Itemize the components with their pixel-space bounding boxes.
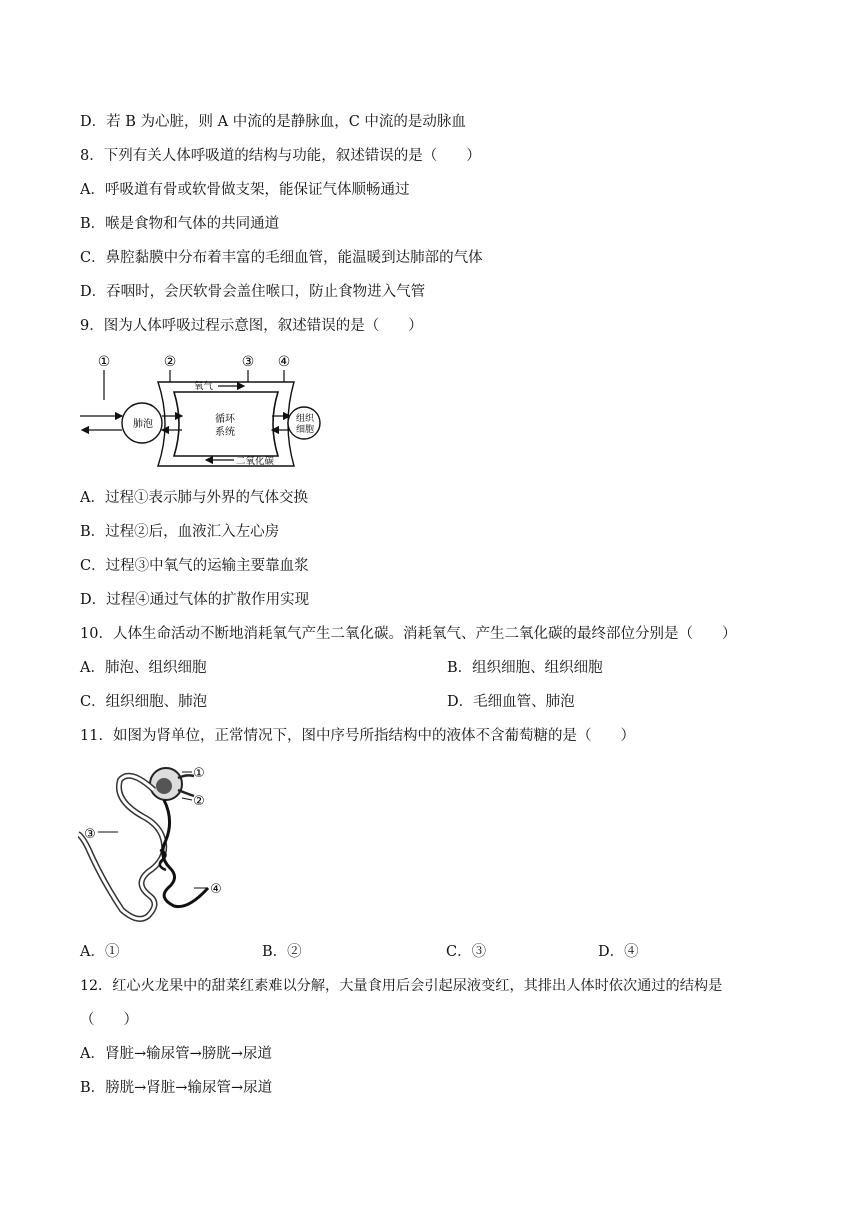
q9-option-b: B．过程②后，血液汇入左心房	[80, 524, 280, 540]
q10-option-b: B．组织细胞、组织细胞	[447, 660, 603, 676]
circulation-label-2: 系统	[215, 427, 235, 438]
q10-option-c: C．组织细胞、肺泡	[80, 694, 208, 710]
q12-option-a: A．肾脏→输尿管→膀胱→尿道	[80, 1046, 272, 1062]
q10-option-d: D．毛细血管、肺泡	[447, 694, 575, 710]
q11-stem: 11．如图为肾单位，正常情况下，图中序号所指结构中的液体不含葡萄糖的是（ ）	[80, 728, 635, 744]
tissue-label-1: 组织	[295, 414, 315, 424]
q9-option-c: C．过程③中氧气的运输主要靠血浆	[80, 558, 309, 574]
nephron-label-1: ①	[193, 766, 205, 781]
fig-label-2: ②	[163, 354, 177, 370]
nephron-diagram	[78, 760, 238, 928]
q12-option-b: B．膀胱→肾脏→输尿管→尿道	[80, 1080, 273, 1096]
q8-option-b: B．喉是食物和气体的共同通道	[80, 216, 280, 232]
fig-label-4: ④	[277, 354, 291, 370]
q8-option-d: D．吞咽时，会厌软骨会盖住喉口，防止食物进入气管	[80, 284, 426, 300]
nephron-label-2: ②	[193, 794, 205, 809]
q7-option-d: D．若 B 为心脏，则 A 中流的是静脉血，C 中流的是动脉血	[80, 114, 466, 130]
q9-stem: 9．图为人体呼吸过程示意图，叙述错误的是（ ）	[80, 318, 423, 334]
q12-stem-line2: （ ）	[80, 1012, 138, 1028]
co2-label: 二氧化碳	[236, 456, 275, 467]
q11-option-b: B．②	[262, 944, 302, 960]
q11-option-d: D．④	[598, 944, 639, 960]
q8-option-c: C．鼻腔黏膜中分布着丰富的毛细血管，能温暖到达肺部的气体	[80, 250, 483, 266]
respiration-diagram	[78, 348, 338, 474]
q10-option-a: A．肺泡、组织细胞	[80, 660, 207, 676]
circulation-label-1: 循环	[215, 414, 235, 425]
alveoli-label: 肺泡	[133, 419, 153, 430]
fig-label-1: ①	[97, 354, 111, 370]
q11-option-a: A．①	[80, 944, 120, 960]
q11-option-c: C．③	[446, 944, 487, 960]
q9-option-a: A．过程①表示肺与外界的气体交换	[80, 490, 308, 506]
oxygen-label: 氧气	[194, 381, 214, 392]
fig-label-3: ③	[241, 354, 255, 370]
q8-option-a: A．呼吸道有骨或软骨做支架，能保证气体顺畅通过	[80, 182, 410, 198]
q10-stem: 10．人体生命活动不断地消耗氧气产生二氧化碳。消耗氧气、产生二氧化碳的最终部位分别是（ ）	[80, 626, 737, 642]
nephron-label-4: ④	[210, 882, 222, 897]
q8-stem: 8．下列有关人体呼吸道的结构与功能，叙述错误的是（ ）	[80, 148, 481, 164]
tissue-label-2: 细胞	[295, 425, 315, 435]
q12-stem-line1: 12．红心火龙果中的甜菜红素难以分解，大量食用后会引起尿液变红，其排出人体时依次通过的结构是	[80, 978, 723, 994]
nephron-label-3: ③	[84, 827, 96, 842]
q9-option-d: D．过程④通过气体的扩散作用实现	[80, 592, 310, 608]
